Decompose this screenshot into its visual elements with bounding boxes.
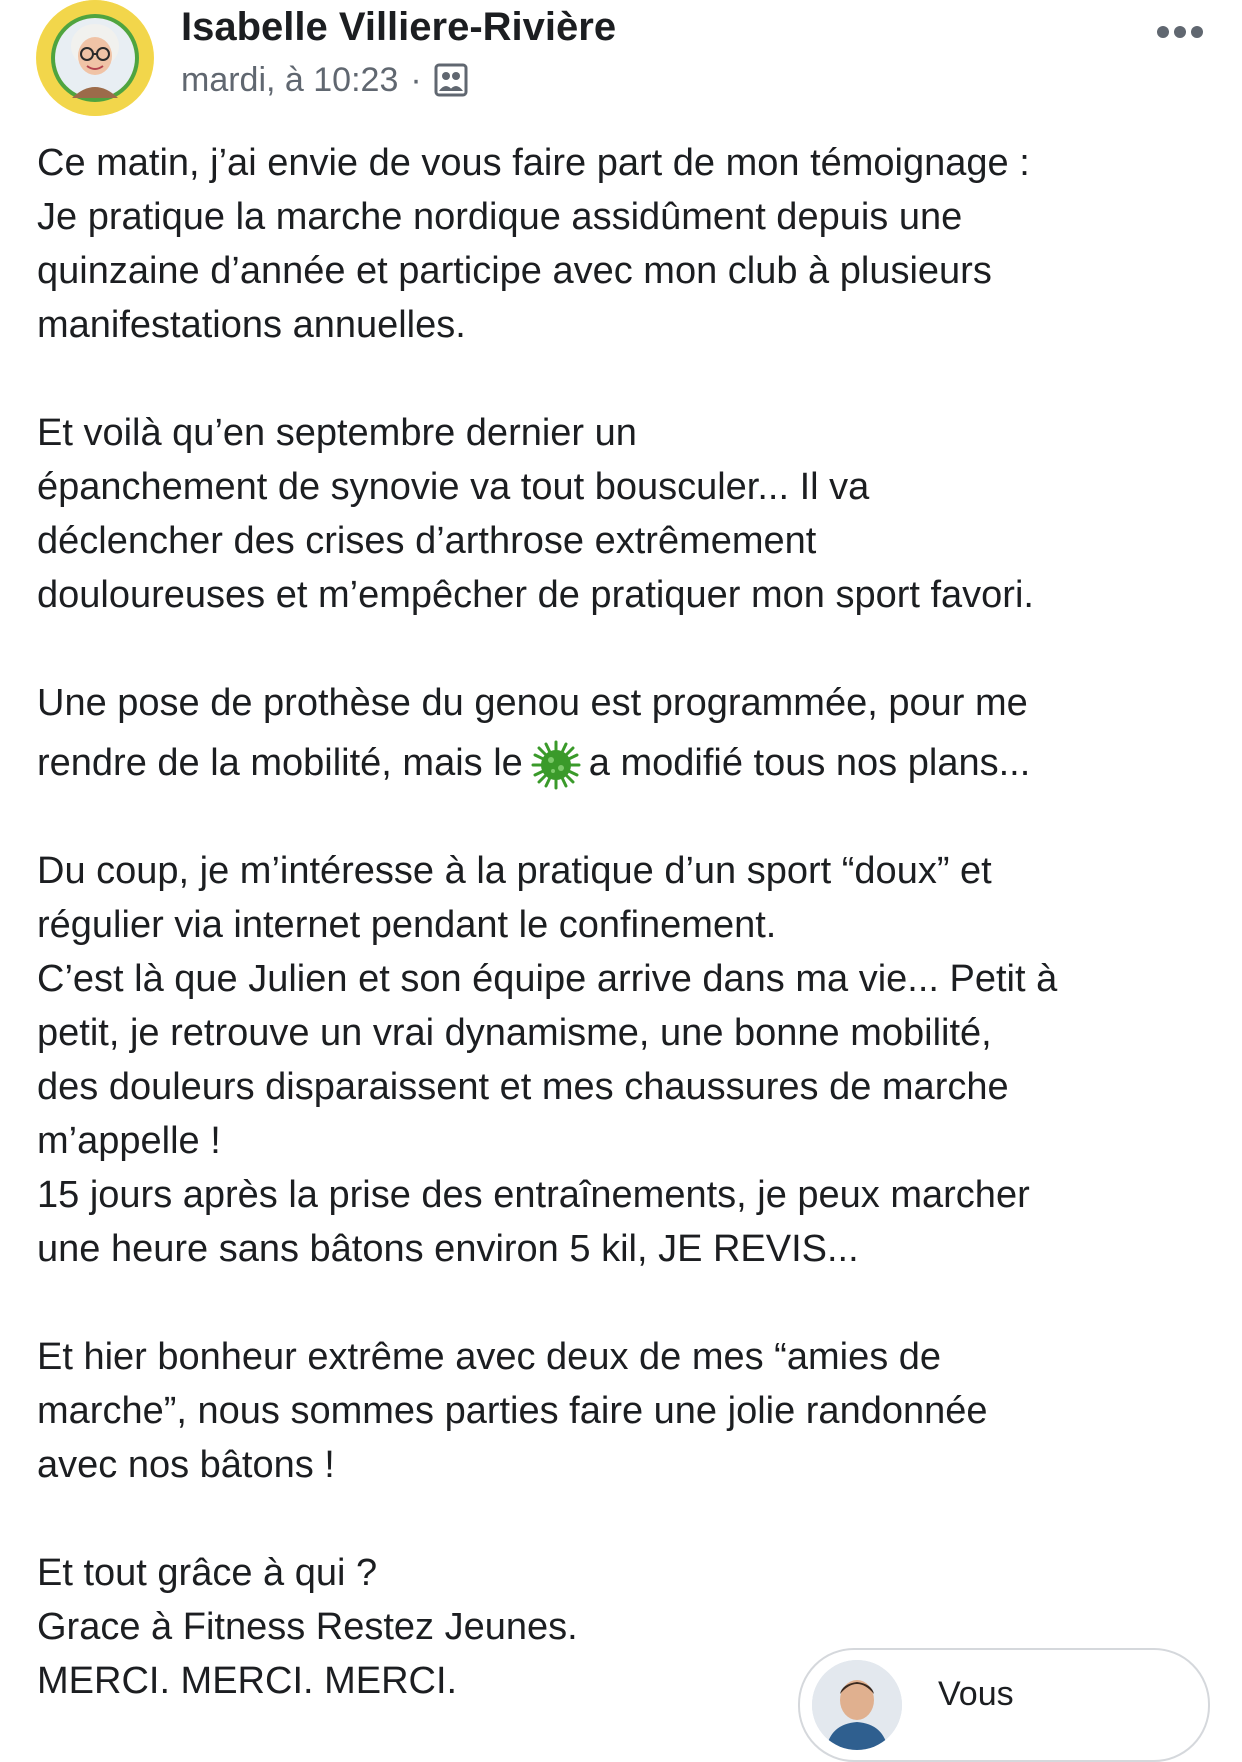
text-line: douloureuses et m’empêcher de pratiquer mon sport favori. — [37, 574, 1034, 616]
text-line: Et hier bonheur extrême avec deux de mes “amies de — [37, 1336, 942, 1378]
author-name[interactable]: Isabelle Villiere-Rivière — [181, 5, 617, 49]
more-options-button[interactable] — [1150, 12, 1210, 52]
text-line: Du coup, je m’intéresse à la pratique d’un sport “doux” et — [37, 850, 992, 892]
user-avatar-image — [812, 1660, 902, 1750]
paragraph-gap — [37, 622, 1217, 676]
text-line: des douleurs disparaissent et mes chaussures de marche — [37, 1066, 1009, 1108]
text-line: manifestations annuelles. — [37, 304, 466, 346]
more-dots-icon — [1156, 25, 1204, 39]
text-line: C’est là que Julien et son équipe arrive dans ma vie... Petit à — [37, 958, 1058, 1000]
author-avatar[interactable] — [36, 0, 154, 116]
text-line: régulier via internet pendant le confinement. — [37, 904, 777, 946]
post-header — [0, 0, 1242, 120]
paragraph-gap — [37, 1492, 1217, 1546]
text-line: déclencher des crises d’arthrose extrêmement — [37, 520, 817, 562]
text-line: Ce matin, j’ai envie de vous faire part de mon témoignage : — [37, 142, 1030, 184]
friends-icon[interactable] — [434, 63, 468, 97]
text-line: Et tout grâce à qui ? — [37, 1552, 378, 1594]
text-line: avec nos bâtons ! — [37, 1444, 335, 1486]
text-segment: rendre de la mobilité, mais le — [37, 742, 523, 784]
text-line: petit, je retrouve un vrai dynamisme, une bonne mobilité, — [37, 1012, 992, 1054]
text-line: Une pose de prothèse du genou est programmée, pour me — [37, 682, 1028, 724]
text-line: marche”, nous sommes parties faire une jolie randonnée — [37, 1390, 988, 1432]
text-line-with-emoji — [37, 730, 1217, 796]
virus-emoji-icon — [529, 738, 583, 792]
post-meta — [181, 58, 468, 102]
post-body — [37, 136, 1217, 1708]
post-timestamp[interactable]: mardi, à 10:23 — [181, 61, 399, 99]
text-line: 15 jours après la prise des entraînements, je peux marcher — [37, 1174, 1030, 1216]
text-line: quinzaine d’année et participe avec mon club à plusieurs — [37, 250, 992, 292]
text-line: une heure sans bâtons environ 5 kil, JE REVIS... — [37, 1228, 859, 1270]
reaction-label: Vous — [938, 1675, 1014, 1713]
text-line: MERCI. MERCI. MERCI. — [37, 1660, 458, 1702]
text-line: Et voilà qu’en septembre dernier un — [37, 412, 637, 454]
paragraph-gap — [37, 1276, 1217, 1330]
avatar-image — [36, 0, 154, 116]
text-line: m’appelle ! — [37, 1120, 221, 1162]
text-segment: a modifié tous nos plans... — [588, 742, 1031, 784]
text-line: Grace à Fitness Restez Jeunes. — [37, 1606, 578, 1648]
paragraph-gap — [37, 796, 1217, 844]
text-line: Je pratique la marche nordique assidûment depuis une — [37, 196, 963, 238]
reaction-bubble[interactable] — [798, 1648, 1210, 1762]
meta-separator: · — [410, 60, 422, 99]
paragraph-gap — [37, 352, 1217, 406]
text-line: épanchement de synovie va tout bousculer... Il va — [37, 466, 870, 508]
user-avatar — [812, 1660, 902, 1750]
